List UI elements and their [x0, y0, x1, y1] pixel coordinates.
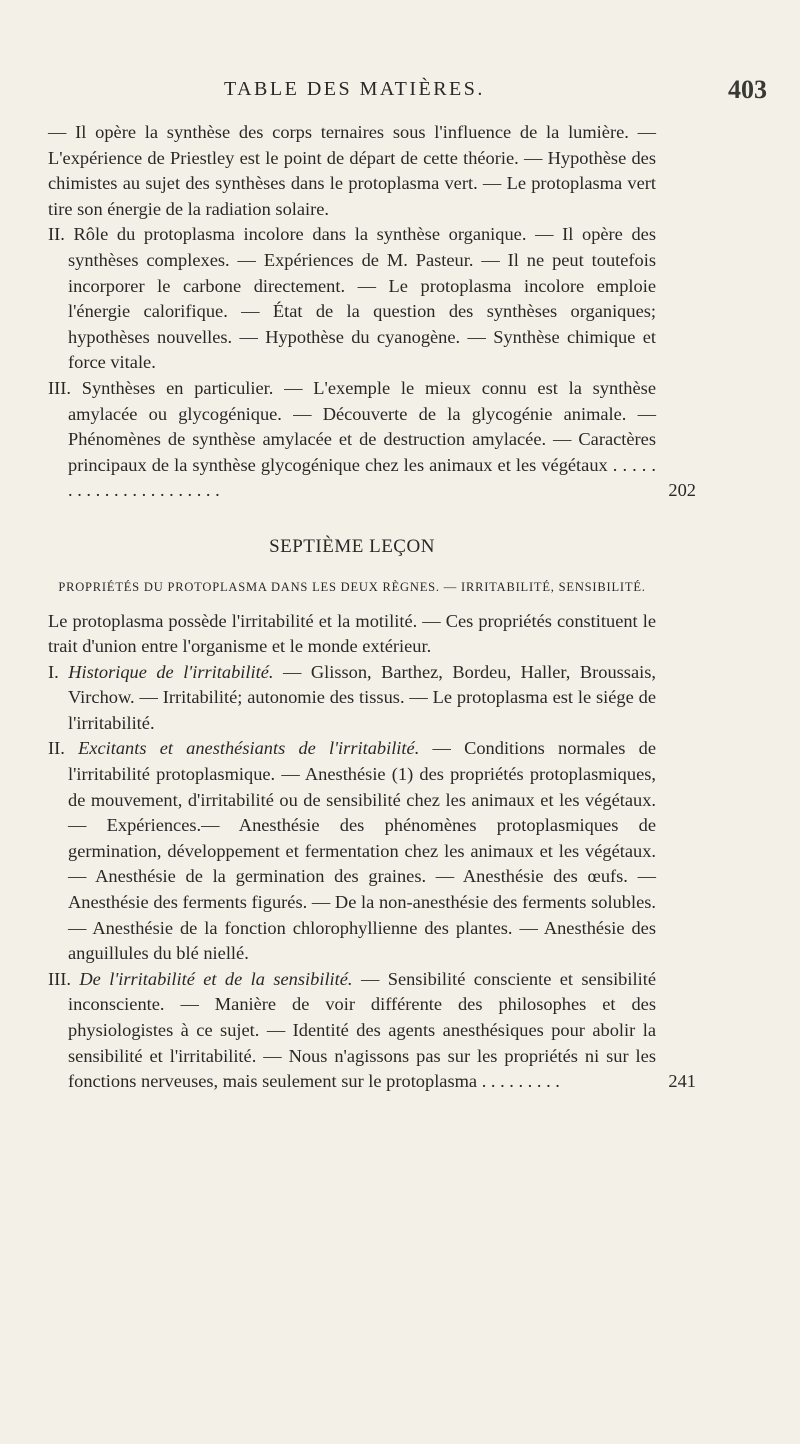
- entry-text: — Sensibilité consciente et sensibilité inconsciente. — Manière de voir différente des philosophes et des physiologistes à ce sujet. — Identité des agents anesthésiques pour abolir la sensibilité et l'irritabilité. — Nous n'agissons pas sur les propriétés ni sur les fonctions nerveuses, mais seulement sur le protoplasma: [68, 968, 656, 1092]
- toc-entry-iii-text: III. Synthèses en particulier. — L'exemple le mieux connu est la synthèse amylacée ou glycogénique. — Découverte de la glycogénie animale. — Phénomènes de synthèse amylacée et de destruction amylacée. — Caractères principaux de la synthèse glycogénique chez les animaux et les végétaux: [48, 377, 656, 475]
- page-reference: 241: [668, 1071, 696, 1092]
- entry-label: I.: [48, 661, 59, 682]
- toc-entry-iii: [48, 967, 696, 1095]
- page-reference: 202: [668, 480, 696, 501]
- toc-entry-i: [48, 660, 656, 737]
- leader-dots: . . . . . . . . .: [481, 1071, 560, 1092]
- table-of-contents: [48, 120, 696, 1095]
- entry-title: De l'irritabilité et de la sensibilité.: [79, 968, 353, 989]
- toc-entry-ii: [48, 736, 656, 966]
- page-header: [0, 75, 800, 110]
- toc-entry-iii: [48, 376, 696, 504]
- entry-label: II.: [48, 738, 65, 759]
- leader-dots: . . . . . . . . . . . . . . . . . . . . . .: [68, 454, 656, 501]
- lesson-subtitle: PROPRIÉTÉS DU PROTOPLASMA DANS LES DEUX RÈGNES. — IRRITABILITÉ, SENSIBILITÉ.: [58, 579, 646, 594]
- toc-entry-ii: II. Rôle du protoplasma incolore dans la synthèse organique. — Il opère des synthèses complexes. — Expériences de M. Pasteur. — Il ne peut toutefois incorporer le carbone directement. — Le protoplasma incolore emploie l'énergie calorifique. — État de la question des synthèses organiques; hypothèses nouvelles. — Hypothèse du cyanogène. — Synthèse chimique et force vitale.: [48, 224, 656, 373]
- toc-entry-continued: — Il opère la synthèse des corps ternaires sous l'influence de la lumière. — L'expérience de Priestley est le point de départ de cette théorie. — Hypothèse des chimistes au sujet des synthèses dans le protoplasma vert. — Le protoplasma vert tire son énergie de la radiation solaire.: [48, 122, 656, 219]
- entry-label: III.: [48, 968, 71, 989]
- entry-text: — Conditions normales de l'irritabilité protoplasmique. — Anesthésie (1) des propriétés protoplasmiques, de mouvement, d'irritabilité ou de sensibilité chez les animaux et les végétaux. — Expériences.— Anesthésie des phénomènes protoplasmiques de germination, développement et fermentation chez les animaux et les végétaux. — Anesthésie de la germination des graines. — Anesthésie des œufs. — Anesthésie des ferments figurés. — De la non-anesthésie des ferments solubles. — Anesthésie de la fonction chlorophyllienne des plantes. — Anesthésie des anguillules du blé niellé.: [68, 738, 656, 964]
- page-number: 403: [728, 75, 767, 104]
- entry-title: Historique de l'irritabilité.: [68, 661, 274, 682]
- lesson-summary: Le protoplasma possède l'irritabilité et la motilité. — Ces propriétés constituent le trait d'union entre l'organisme et le monde extérieur.: [48, 610, 656, 657]
- lesson-title: SEPTIÈME LEÇON: [269, 535, 435, 557]
- running-title: TABLE DES MATIÈRES.: [224, 78, 485, 100]
- entry-title: Excitants et anesthésiants de l'irritabilité.: [78, 738, 420, 759]
- entry-text: — Glisson, Barthez, Bordeu, Haller, Broussais, Virchow. — Irritabilité; autonomie des tissus. — Le protoplasma est le siége de l'irritabilité.: [68, 661, 656, 733]
